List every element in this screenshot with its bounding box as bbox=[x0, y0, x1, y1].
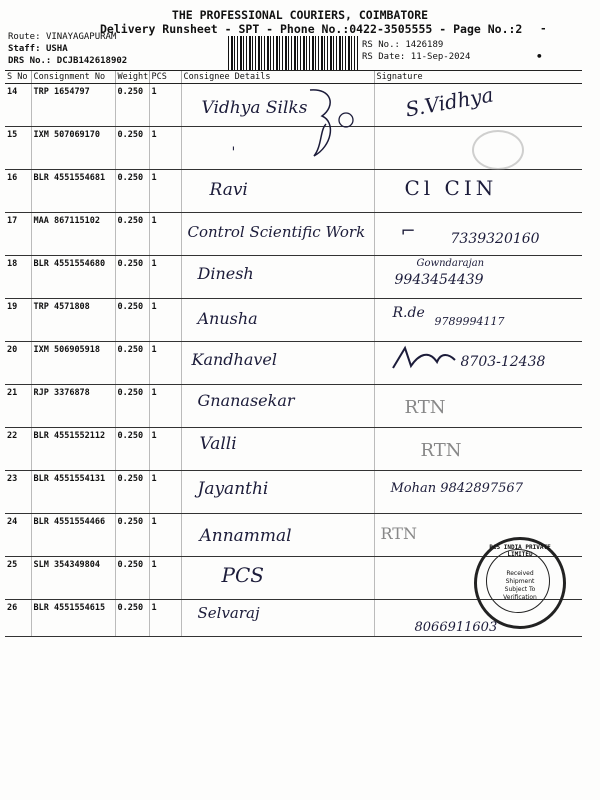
pcs-cell: 1 bbox=[149, 342, 181, 385]
drs-line bbox=[8, 56, 127, 66]
rs-date-line bbox=[362, 52, 470, 62]
sno-cell: 15 bbox=[5, 127, 31, 170]
consignment-cell: BLR 4551554615 bbox=[31, 600, 115, 637]
seal-center-text: Received Shipment Subject To Verification bbox=[503, 570, 537, 601]
consignment-cell: BLR 4551554681 bbox=[31, 170, 115, 213]
signature-cell bbox=[374, 299, 582, 342]
signature-cell bbox=[374, 256, 582, 299]
weight-cell: 0.250 bbox=[115, 170, 149, 213]
consignment-cell: TRP 1654797 bbox=[31, 84, 115, 127]
sno-cell: 21 bbox=[5, 385, 31, 428]
runsheet-subtitle: Delivery Runsheet - SPT - Phone No.:0422-3505555 - Page No.:2 bbox=[100, 22, 523, 36]
signature-cell bbox=[374, 342, 582, 385]
signature-handwriting: 8066911603 bbox=[414, 620, 498, 635]
route-label: Route: bbox=[8, 32, 41, 42]
table-row bbox=[5, 299, 582, 342]
company-title: THE PROFESSIONAL COURIERS, COIMBATORE bbox=[171, 8, 429, 22]
pcs-cell: 1 bbox=[149, 213, 181, 256]
weight-cell: 0.250 bbox=[115, 557, 149, 600]
signature-mark: ⌐ bbox=[400, 221, 416, 242]
signature-handwriting: RTN bbox=[380, 524, 417, 543]
consignee-handwriting: Control Scientific Work bbox=[187, 223, 366, 241]
pcs-cell: 1 bbox=[149, 514, 181, 557]
sno-cell: 23 bbox=[5, 471, 31, 514]
sno-cell: 26 bbox=[5, 600, 31, 637]
consignee-handwriting: Ravi bbox=[209, 180, 248, 200]
weight-cell: 0.250 bbox=[115, 471, 149, 514]
sno-cell: 22 bbox=[5, 428, 31, 471]
signature-name: Gowndarajan bbox=[416, 258, 485, 269]
signature-handwriting: Cl CIN bbox=[404, 176, 498, 200]
rs-date-label: RS Date: bbox=[362, 52, 406, 62]
col-header-weight: Weight bbox=[115, 71, 149, 84]
weight-cell: 0.250 bbox=[115, 600, 149, 637]
consignee-handwriting: Annammal bbox=[199, 526, 292, 546]
consignee-handwriting: Jayanthi bbox=[197, 479, 269, 499]
signature-handwriting: S.Vidhya bbox=[403, 82, 495, 122]
pcs-cell: 1 bbox=[149, 471, 181, 514]
signature-mark: R.de bbox=[392, 305, 425, 321]
mark-dash: • bbox=[536, 50, 543, 63]
table-header-row bbox=[5, 71, 582, 84]
rs-no-label: RS No.: bbox=[362, 40, 400, 50]
consignee-cell bbox=[181, 84, 374, 127]
pcs-cell: 1 bbox=[149, 428, 181, 471]
consignee-cell bbox=[181, 170, 374, 213]
weight-cell: 0.250 bbox=[115, 342, 149, 385]
consignee-handwriting: Kandhavel bbox=[191, 350, 278, 369]
barcode bbox=[228, 36, 358, 70]
drs-value: DCJB142618902 bbox=[56, 56, 128, 66]
signature-cell bbox=[374, 471, 582, 514]
route-line bbox=[8, 32, 116, 42]
consignee-cell bbox=[181, 514, 374, 557]
weight-cell: 0.250 bbox=[115, 127, 149, 170]
consignment-cell: IXM 507069170 bbox=[31, 127, 115, 170]
table-row bbox=[5, 170, 582, 213]
consignee-cell bbox=[181, 342, 374, 385]
consignee-handwriting: Dinesh bbox=[197, 264, 254, 283]
consignee-cell bbox=[181, 471, 374, 514]
mark-dash: - bbox=[540, 22, 547, 35]
sno-cell: 16 bbox=[5, 170, 31, 213]
sno-cell: 24 bbox=[5, 514, 31, 557]
sno-cell: 18 bbox=[5, 256, 31, 299]
table-row bbox=[5, 84, 582, 127]
consignee-handwriting: Selvaraj bbox=[197, 604, 260, 622]
signature-cell bbox=[374, 385, 582, 428]
sno-cell: 20 bbox=[5, 342, 31, 385]
pcs-cell: 1 bbox=[149, 256, 181, 299]
consignee-cell bbox=[181, 557, 374, 600]
pcs-cell: 1 bbox=[149, 127, 181, 170]
sno-cell: 19 bbox=[5, 299, 31, 342]
consignment-cell: TRP 4571808 bbox=[31, 299, 115, 342]
consignee-handwriting: Anusha bbox=[197, 309, 258, 328]
tick-mark: ' bbox=[231, 145, 236, 161]
pcs-cell: 1 bbox=[149, 84, 181, 127]
consignee-handwriting: Valli bbox=[199, 434, 237, 454]
signature-cell bbox=[374, 213, 582, 256]
rs-date-value: 11-Sep-2024 bbox=[410, 52, 471, 62]
table-row bbox=[5, 256, 582, 299]
sno-cell: 25 bbox=[5, 557, 31, 600]
consignment-cell: BLR 4551554131 bbox=[31, 471, 115, 514]
consignment-cell: BLR 4551554680 bbox=[31, 256, 115, 299]
drs-label: DRS No.: bbox=[8, 56, 52, 66]
pcs-cell: 1 bbox=[149, 557, 181, 600]
seal-text: PCS INDIA PRIVATE LIMITED bbox=[489, 544, 551, 558]
staff-label: Staff: bbox=[8, 44, 41, 54]
consignment-cell: BLR 4551554466 bbox=[31, 514, 115, 557]
consignee-cell bbox=[181, 600, 374, 637]
signature-scribble bbox=[389, 344, 459, 374]
signature-cell bbox=[374, 84, 582, 127]
weight-cell: 0.250 bbox=[115, 428, 149, 471]
rs-no-line bbox=[362, 40, 443, 50]
signature-cell bbox=[374, 428, 582, 471]
col-header-consignment: Consignment No bbox=[31, 71, 115, 84]
signature-cell bbox=[374, 170, 582, 213]
consignee-handwriting: Gnanasekar bbox=[197, 391, 295, 410]
consignee-handwriting: PCS bbox=[221, 563, 264, 587]
pcs-cell: 1 bbox=[149, 299, 181, 342]
table-row bbox=[5, 471, 582, 514]
staff-value: USHA bbox=[45, 44, 68, 54]
consignment-cell: MAA 867115102 bbox=[31, 213, 115, 256]
signature-handwriting: 8703-12438 bbox=[460, 354, 546, 370]
consignment-cell: SLM 354349804 bbox=[31, 557, 115, 600]
faded-stamp bbox=[472, 130, 524, 170]
pcs-cell: 1 bbox=[149, 170, 181, 213]
signature-handwriting: 9943454439 bbox=[394, 272, 484, 288]
signature-handwriting: 7339320160 bbox=[450, 231, 540, 247]
sno-cell: 14 bbox=[5, 84, 31, 127]
col-header-signature: Signature bbox=[374, 71, 582, 84]
table-row bbox=[5, 428, 582, 471]
route-value: VINAYAGAPURAM bbox=[45, 32, 117, 42]
consignment-cell: IXM 506905918 bbox=[31, 342, 115, 385]
consignment-cell: BLR 4551552112 bbox=[31, 428, 115, 471]
col-header-pcs: PCS bbox=[149, 71, 181, 84]
weight-cell: 0.250 bbox=[115, 213, 149, 256]
weight-cell: 0.250 bbox=[115, 84, 149, 127]
table-row bbox=[5, 342, 582, 385]
consignee-cell bbox=[181, 299, 374, 342]
consignment-cell: RJP 3376878 bbox=[31, 385, 115, 428]
weight-cell: 0.250 bbox=[115, 514, 149, 557]
signature-handwriting: 9789994117 bbox=[434, 315, 505, 328]
rs-no-value: 1426189 bbox=[405, 40, 444, 50]
signature-handwriting: RTN bbox=[420, 440, 462, 461]
col-header-consignee: Consignee Details bbox=[181, 71, 374, 84]
staff-line bbox=[8, 44, 68, 54]
signature-handwriting: RTN bbox=[404, 397, 446, 418]
consignee-cell bbox=[181, 428, 374, 471]
company-seal bbox=[474, 537, 566, 629]
sno-cell: 17 bbox=[5, 213, 31, 256]
consignee-cell bbox=[181, 385, 374, 428]
weight-cell: 0.250 bbox=[115, 256, 149, 299]
consignee-cell bbox=[181, 256, 374, 299]
weight-cell: 0.250 bbox=[115, 385, 149, 428]
pcs-cell: 1 bbox=[149, 385, 181, 428]
table-row bbox=[5, 385, 582, 428]
col-header-sno: S No bbox=[5, 71, 31, 84]
pcs-cell: 1 bbox=[149, 600, 181, 637]
consignee-handwriting: Vidhya Silks bbox=[201, 98, 308, 118]
signature-handwriting: Mohan 9842897567 bbox=[390, 481, 523, 496]
weight-cell: 0.250 bbox=[115, 299, 149, 342]
consignee-cell bbox=[181, 213, 374, 256]
table-row bbox=[5, 213, 582, 256]
consignee-cell bbox=[181, 127, 374, 170]
